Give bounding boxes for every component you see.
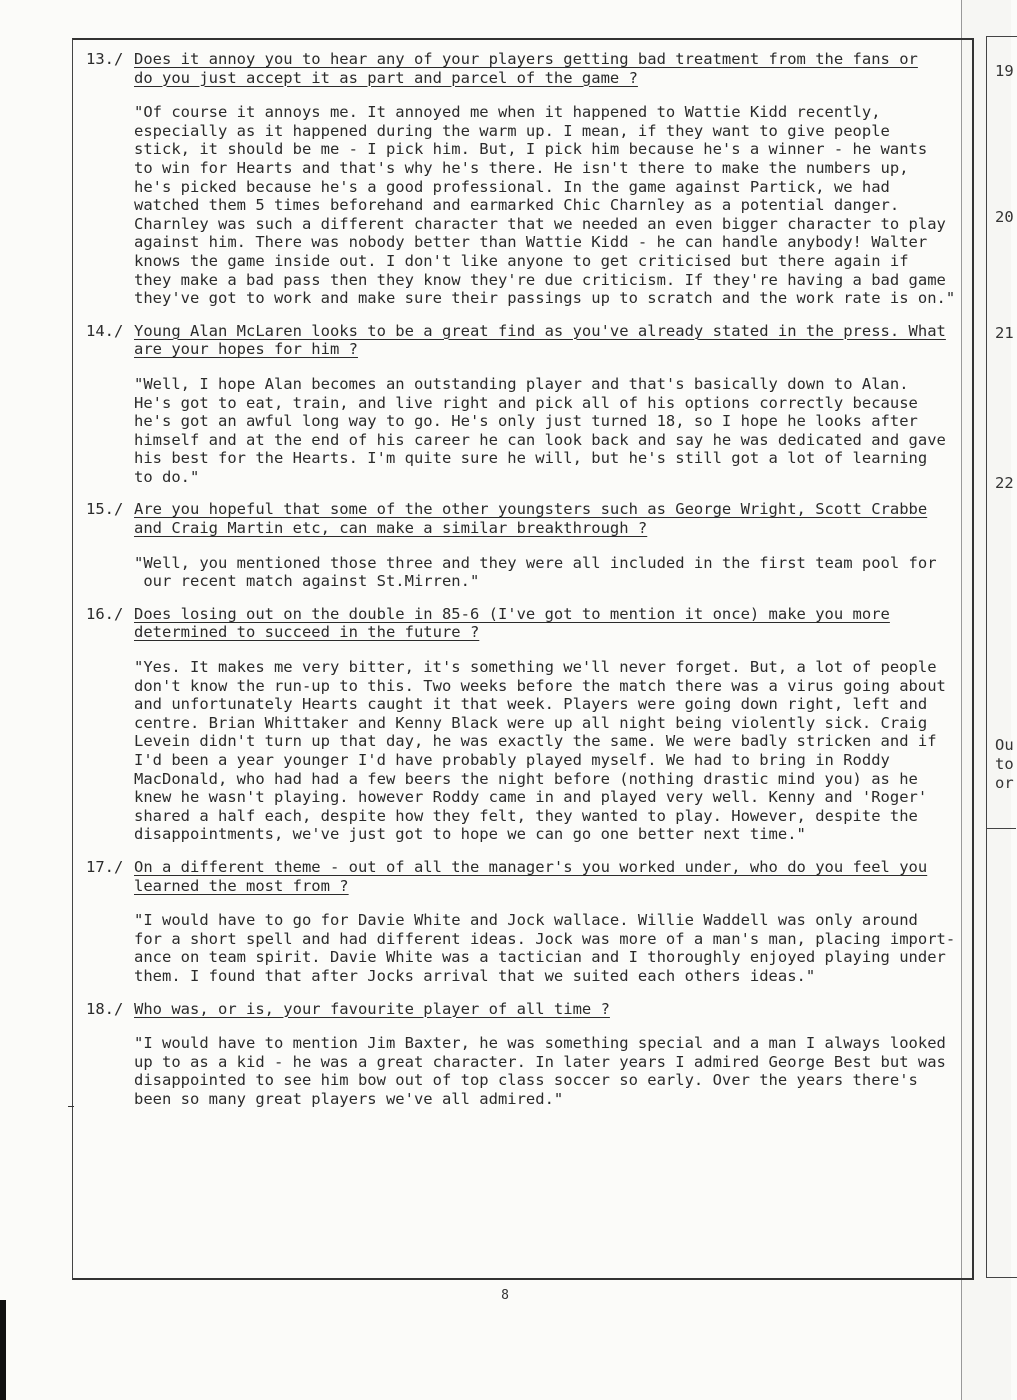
adjacent-fragment: 20 — [995, 208, 1014, 226]
question — [86, 605, 958, 642]
question — [86, 322, 958, 359]
question-text: Are you hopeful that some of the other youngsters such as George Wright, Scott Crabbe and Craig Martin etc, can make a similar breakthrough ? — [134, 500, 928, 538]
question-text: Who was, or is, your favourite player of all time ? — [134, 999, 610, 1018]
adjacent-fragment: Ou — [995, 736, 1014, 754]
qa-item-18 — [86, 1000, 958, 1109]
question-number: 14./ — [86, 321, 124, 340]
answer-text: "Of course it annoys me. It annoyed me when it happened to Wattie Kidd recently, especially as it happened during the warm up. I mean, if they want to give people stick, it should be me - I pick him. But, I pick him because he's a winner - he wants to win for Hearts and that's why he's there. He isn't there to make the numbers up, he's picked because he's a good professional. In the game against Partick, we had watched them 5 times beforehand and earmarked Chic Charnley as a potential danger. Charnley was such a different character that we needed an even bigger character to play against him. There was nobody better than Wattie Kidd - he can handle anybody! Walter knows the game inside out. I don't like anyone to get criticised but there again if they make a bad pass then they know they're due criticism. If they're having a bad game they've got to work and make sure their passings up to scratch and the work rate is on." — [134, 103, 956, 308]
qa-item-14 — [86, 322, 958, 487]
question-number: 16./ — [86, 604, 124, 623]
question-number: 15./ — [86, 500, 124, 519]
qa-item-16 — [86, 605, 958, 844]
adjacent-fragment: to — [995, 755, 1014, 773]
question-number: 17./ — [86, 857, 124, 876]
answer-text: "Well, you mentioned those three and they were all included in the first team pool for our recent match against St.Mirren." — [134, 553, 937, 591]
answer-text: "I would have to go for Davie White and Jock wallace. Willie Waddell was only around for a short spell and had different ideas. Jock was more of a man's man, placing import- ance on team spirit. Davie White was a tactician and I thoroughly enjoyed playing under them. I found that after Jocks arrival that we suited each others ideas." — [134, 911, 956, 985]
adjacent-fragment: or — [995, 774, 1014, 792]
question — [86, 500, 958, 537]
scan-edge — [0, 1300, 6, 1400]
qa-item-15 — [86, 500, 958, 590]
question-text: Young Alan McLaren looks to be a great find as you've already stated in the press. What are your hopes for him ? — [134, 321, 946, 359]
interview-content — [86, 50, 958, 1123]
answer-text: "Well, I hope Alan becomes an outstanding player and that's basically down to Alan. He's got to eat, train, and live right and pick all of his options correctly because he's got an awful long way to go. He's only just turned 18, so I hope he looks after himself and at the end of his career he can look back and say he was dedicated and gave his best for the Hearts. I'm quite sure he will, but he's still got a lot of learning to do." — [134, 374, 946, 486]
page-number: 8 — [501, 1288, 509, 1303]
question — [86, 858, 958, 895]
answer-text: "Yes. It makes me very bitter, it's something we'll never forget. But, a lot of people don't know the run-up to this. Two weeks before the match there was a virus going about and unfortunately Hearts caught it that week. Players were going down right, left and centre. Brian Whittaker and Kenny Black were up all night being violently sick. Craig Levein didn't turn up that day, he was exactly the same. We were badly stricken and if I'd been a year younger I'd have probably played myself. We had to bring in Roddy MacDonald, who had had a few beers the night before (nothing drastic mind you) as he knew he wasn't playing. however Roddy came in and played very well. Kenny and 'Roger' shared a half each, despite how they felt, they wanted to play. However, despite the disappointments, we've just got to hope we can go one better next time." — [134, 658, 946, 844]
question-number: 18./ — [86, 999, 124, 1018]
adjacent-fragment: 21 — [995, 324, 1014, 342]
question — [86, 1000, 958, 1019]
adjacent-fragment: 22 — [995, 474, 1014, 492]
question — [86, 50, 958, 87]
qa-item-13 — [86, 50, 958, 308]
qa-item-17 — [86, 858, 958, 986]
adjacent-page-divider — [986, 828, 1016, 829]
question-text: Does it annoy you to hear any of your players getting bad treatment from the fans or do you just accept it as part and parcel of the game ? — [134, 50, 918, 87]
question-number: 13./ — [86, 50, 124, 68]
question-text: On a different theme - out of all the manager's you worked under, who do you feel you learned the most from ? — [134, 857, 928, 895]
question-text: Does losing out on the double in 85-6 (I've got to mention it once) make you more determined to succeed in the future ? — [134, 604, 890, 642]
margin-mark — [68, 1106, 74, 1107]
adjacent-fragment: 19 — [995, 62, 1014, 80]
answer-text: "I would have to mention Jim Baxter, he was something special and a man I always looked up to as a kid - he was a great character. In later years I admired George Best but was disappointed to see him bow out of top class soccer so early. Over the years there's been so many great players we've all admired." — [134, 1034, 946, 1108]
